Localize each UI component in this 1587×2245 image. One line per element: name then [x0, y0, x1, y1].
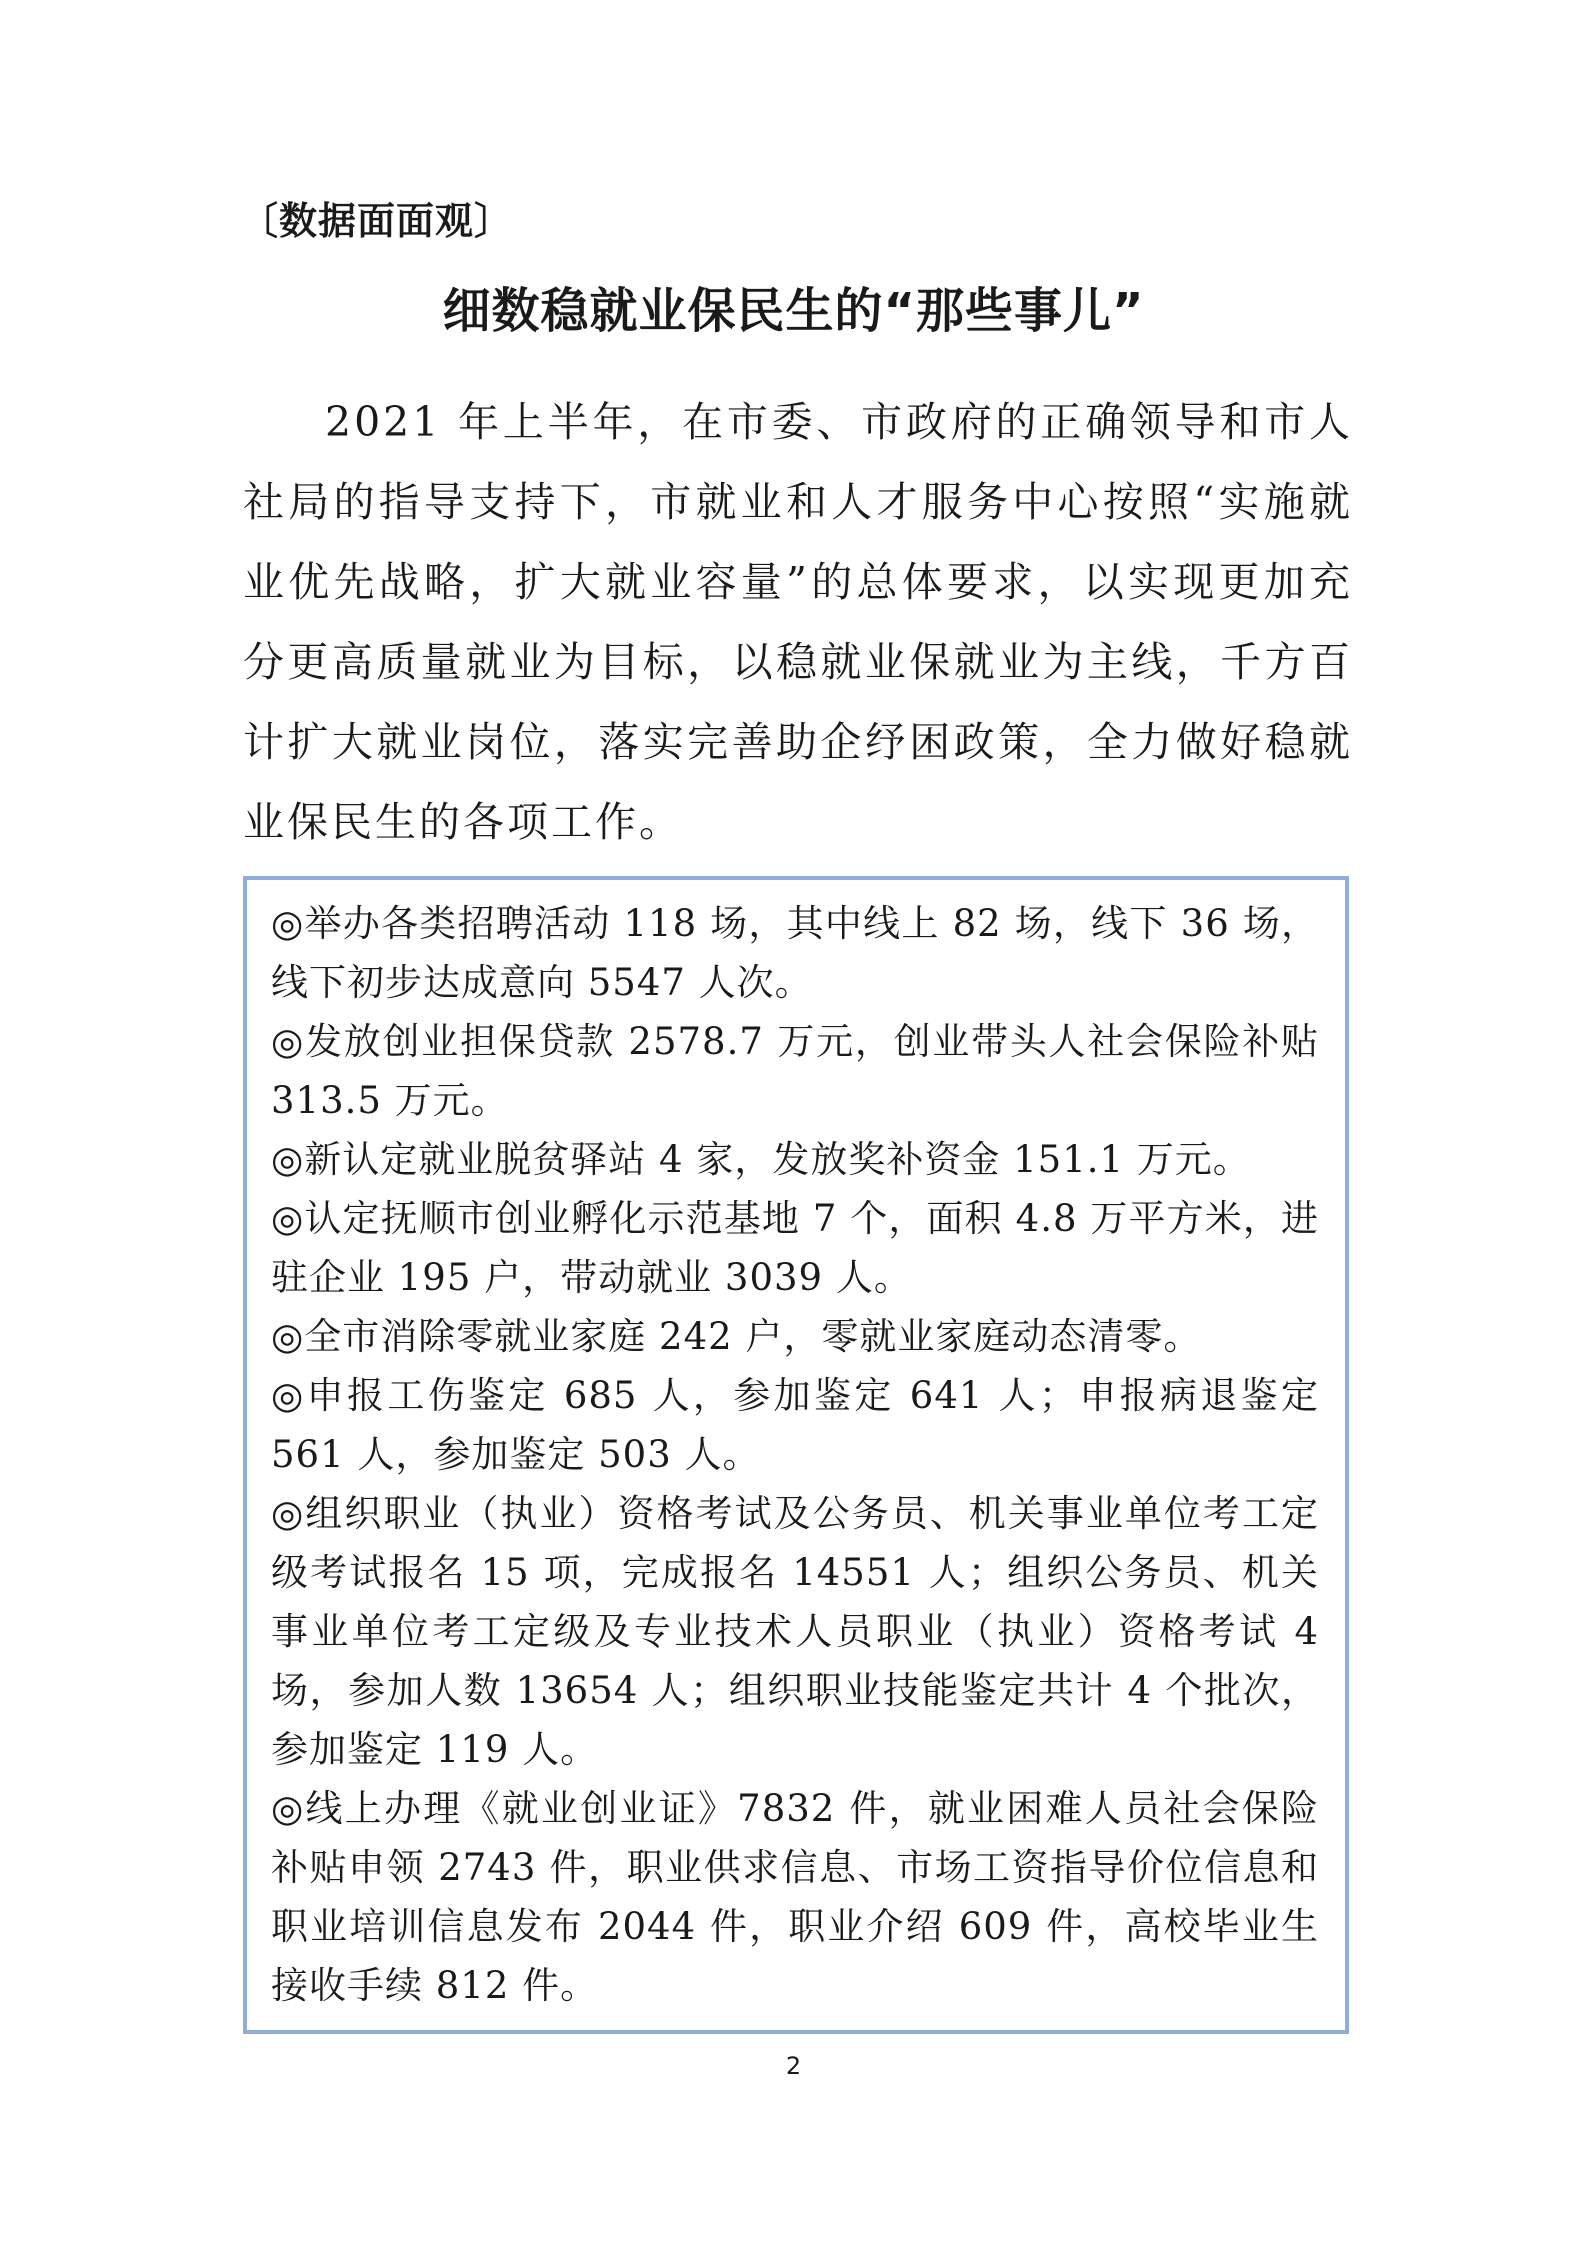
page-number: 2 [785, 2052, 802, 2080]
data-item: ◎组织职业（执业）资格考试及公务员、机关事业单位考工定级考试报名 15 项，完成报名 14551 人；组织公务员、机关事业单位考工定级及专业技术人员职业（执业）资格考试 4 场，参加人数 13654 人；组织职业技能鉴定共计 4 个批次，参加鉴定 119 人。 [271, 1492, 1319, 1771]
data-item: ◎全市消除零就业家庭 242 户，零就业家庭动态清零。 [271, 1315, 1202, 1358]
article-title: 细数稳就业保民生的“那些事儿” [442, 283, 1145, 339]
section-tag: 〔数据面面观〕 [240, 199, 514, 243]
data-item: ◎申报工伤鉴定 685 人，参加鉴定 641 人；申报病退鉴定 561 人，参加鉴定 503 人。 [271, 1374, 1319, 1476]
data-item: ◎举办各类招聘活动 118 场，其中线上 82 场，线下 36 场，线下初步达成意向 5547 人次。 [271, 902, 1319, 1004]
data-item: ◎认定抚顺市创业孵化示范基地 7 个，面积 4.8 万平方米，进驻企业 195 户，带动就业 3039 人。 [271, 1197, 1319, 1299]
data-item: ◎线上办理《就业创业证》7832 件，就业困难人员社会保险补贴申领 2743 件，职业供求信息、市场工资指导价位信息和职业培训信息发布 2044 件，职业介绍 609 件，高校毕业生接收手续 812 件。 [271, 1787, 1319, 2007]
intro-paragraph: 2021 年上半年，在市委、市政府的正确领导和市人社局的指导支持下，市就业和人才服务中心按照“实施就业优先战略，扩大就业容量”的总体要求，以实现更加充分更高质量就业为目标，以稳就业保就业为主线，千方百计扩大就业岗位，落实完善助企纾困政策，全力做好稳就业保民生的各项工作。 [243, 398, 1353, 846]
data-highlights-list [271, 894, 1319, 2015]
data-highlights-box [243, 876, 1349, 2034]
data-item: ◎新认定就业脱贫驿站 4 家，发放奖补资金 151.1 万元。 [271, 1138, 1251, 1181]
data-item: ◎发放创业担保贷款 2578.7 万元，创业带头人社会保险补贴 313.5 万元。 [271, 1020, 1319, 1122]
